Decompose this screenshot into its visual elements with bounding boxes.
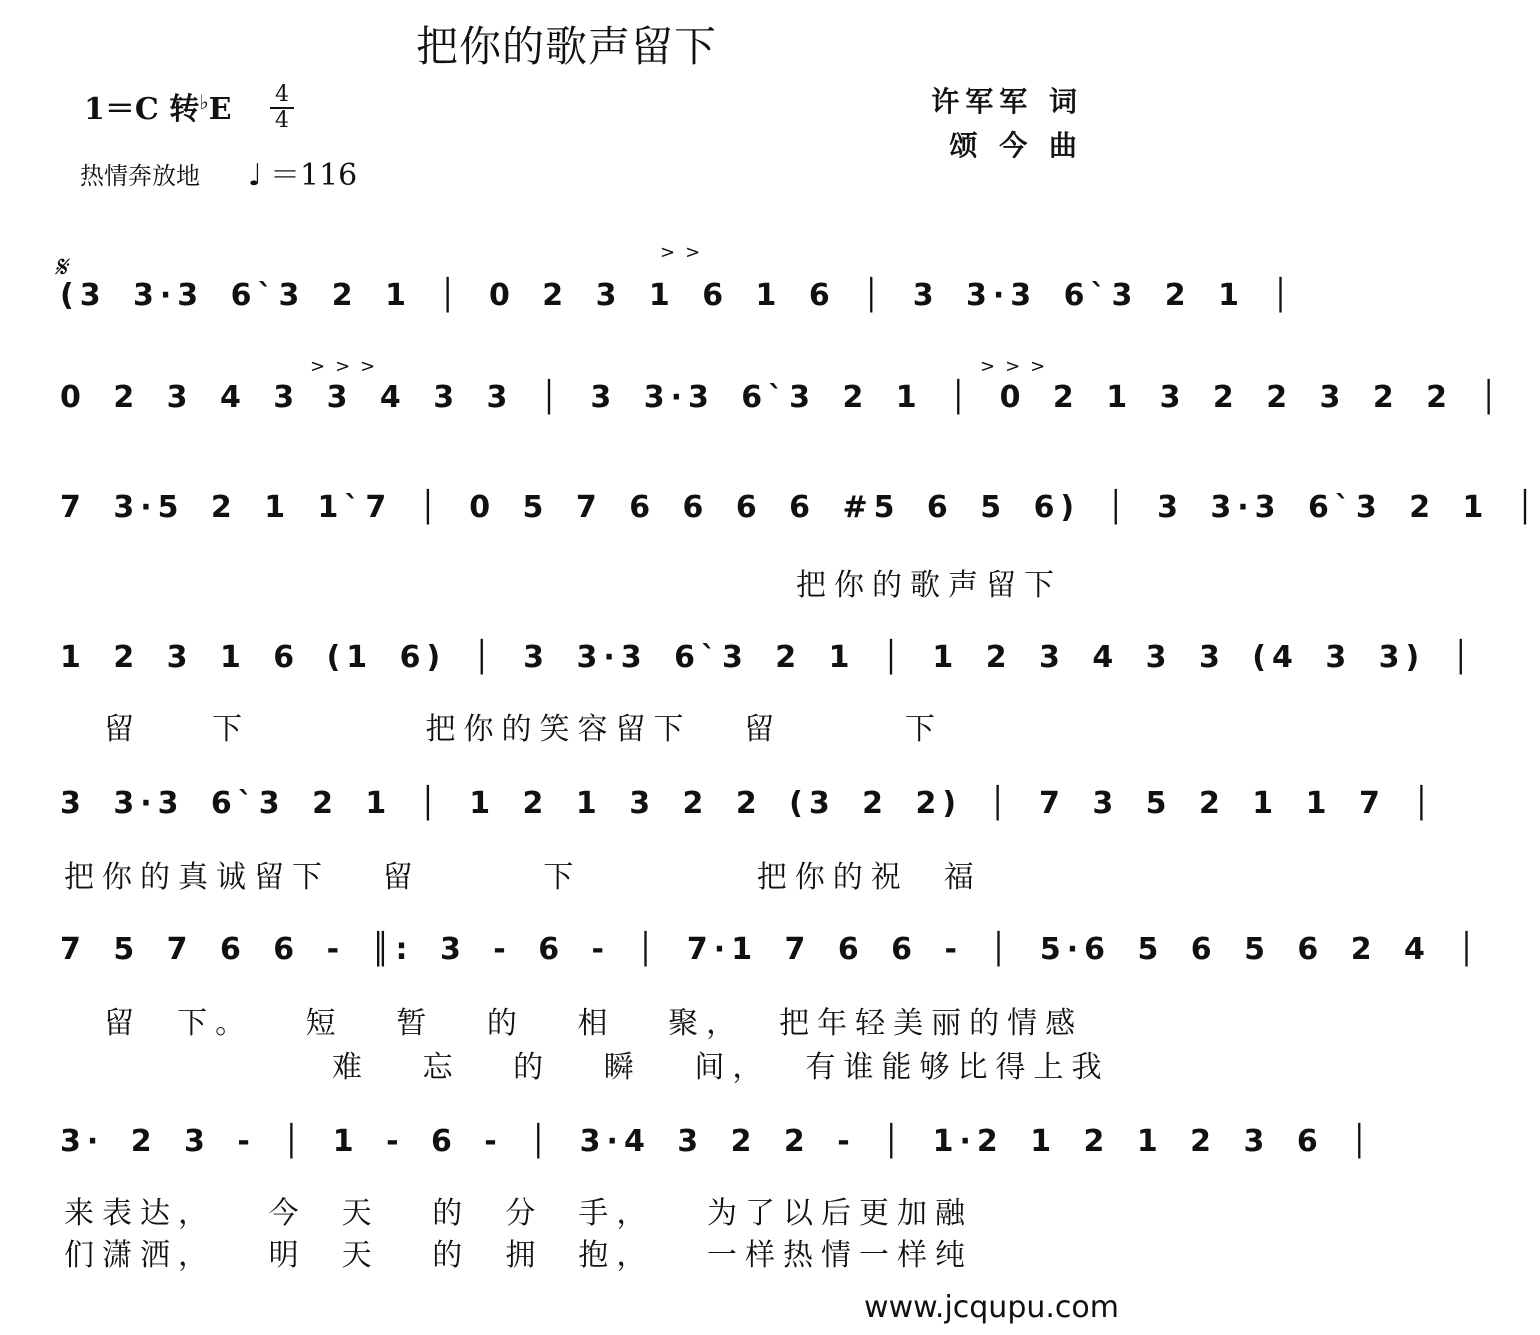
watermark-url: www.jcqupu.com [864, 1290, 1119, 1325]
key-suffix: E [208, 92, 232, 127]
lyricist-credit: 许军军 词 [931, 85, 1083, 118]
page-title: 把你的歌声留下 [415, 22, 717, 71]
lyric-line-2: 难 忘 的 瞬 间， 有谁能够比得上我 [104, 1050, 1110, 1085]
staff-notes: 7 3·5 2 1 1`7 │ 0 5 7 6 6 6 6 #5 6 5 6) │ 3 3·3 6`3 2 1 │ [60, 490, 1540, 525]
accent-marks: >>> [310, 356, 386, 377]
staff-notes: (3 3·3 6`3 2 1 │ 0 2 3 1 6 1 6 │ 3 3·3 6`3 2 1 │ [60, 278, 1296, 313]
lyric-line: 把你的歌声留下 [796, 568, 1062, 603]
staff-6 [0, 932, 1482, 1085]
segno-icon: 𝄋 [54, 250, 67, 285]
accent-marks: >>> [980, 356, 1056, 377]
quarter-note-icon: ♩ [247, 158, 263, 193]
tempo-marking [240, 150, 357, 194]
staff-4 [0, 640, 1476, 747]
tempo-expression: 热情奔放地 [80, 162, 200, 190]
key-prefix: 1＝C 转 [84, 92, 200, 127]
staff-5 [0, 786, 1437, 895]
staff-notes: 1 2 3 1 6 (1 6) │ 3 3·3 6`3 2 1 │ 1 2 3 4 3 3 (4 3 3) │ [60, 640, 1476, 675]
lyric-line: 留 下。 短 暂 的 相 聚， 把年轻美丽的情感 [104, 1006, 1084, 1041]
time-signature-bottom: 4 [275, 108, 289, 133]
key-signature [84, 84, 232, 128]
accent-marks: >> [660, 242, 711, 263]
staff-notes: 3 3·3 6`3 2 1 │ 1 2 1 3 2 2 (3 2 2) │ 7 3 5 2 1 1 7 │ [60, 786, 1437, 821]
lyric-line: 留 下 把你的笑容留下 留 下 [104, 712, 943, 747]
composer-credit: 颂 今 曲 [949, 129, 1083, 162]
staff-3 [0, 490, 1540, 603]
staff-7 [0, 1124, 1375, 1273]
staff-notes: 3· 2 3 - │ 1 - 6 - │ 3·4 3 2 2 - │ 1·2 1 2 1 2 3 6 │ [60, 1124, 1375, 1159]
staff-1 [0, 242, 1296, 338]
lyric-line-2: 们潇洒， 明 天 的 拥 抱， 一样热情一样纯 [64, 1238, 974, 1273]
lyric-line: 来表达， 今 天 的 分 手， 为了以后更加融 [64, 1196, 974, 1231]
time-signature-top: 4 [275, 82, 289, 107]
time-signature [270, 84, 294, 132]
lyric-line: 把你的真诚留下 留 下 把你的祝 福 [64, 860, 982, 895]
staff-notes: 7 5 7 6 6 - ║: 3 - 6 - │ 7·1 7 6 6 - │ 5·6 5 6 5 6 2 4 │ [60, 932, 1482, 967]
staff-notes: 0 2 3 4 3 3 4 3 3 │ 3 3·3 6`3 2 1 │ 0 2 1 3 2 2 3 2 2 │ [60, 380, 1504, 415]
staff-2 [0, 356, 1504, 440]
flat-sign: ♭ [199, 90, 209, 114]
tempo-bpm: ＝116 [270, 158, 358, 193]
